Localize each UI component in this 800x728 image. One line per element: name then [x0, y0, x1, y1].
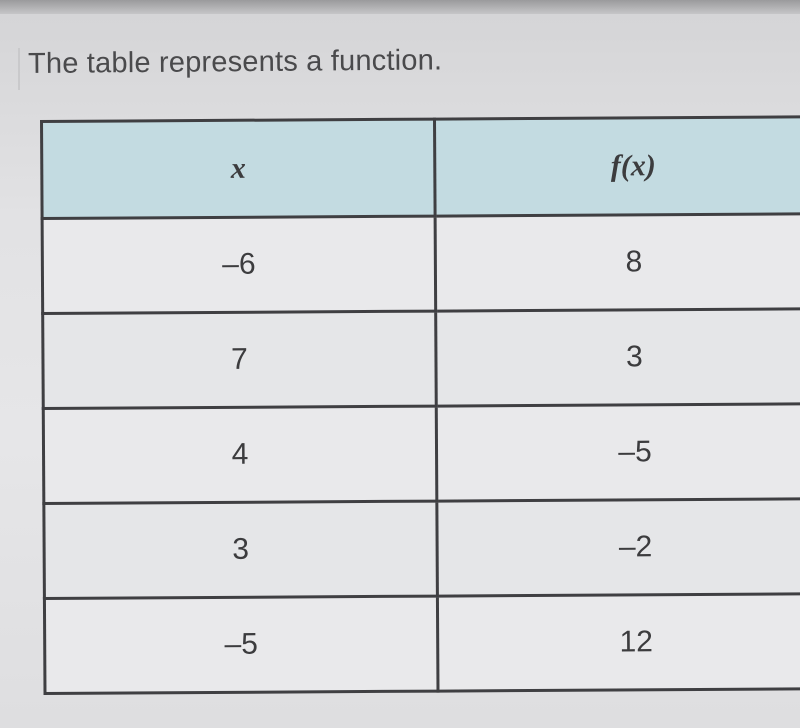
- cell-fx: 12: [437, 594, 800, 691]
- cell-fx: –2: [437, 499, 800, 596]
- header-fx: f(x): [435, 117, 800, 216]
- table-header-row: [42, 117, 800, 219]
- table-row: [44, 499, 800, 599]
- table-row: [42, 214, 800, 314]
- cell-fx: 3: [436, 309, 800, 406]
- top-edge: [0, 0, 800, 14]
- left-rule: [18, 48, 20, 90]
- table-row: [44, 594, 800, 694]
- table-row: [43, 404, 800, 504]
- function-table-container: [40, 115, 800, 695]
- header-x: x: [42, 119, 436, 218]
- cell-x: –6: [42, 216, 436, 313]
- cell-x: 3: [44, 501, 438, 598]
- function-table: [40, 115, 800, 695]
- cell-x: 7: [43, 311, 437, 408]
- cell-fx: –5: [436, 404, 800, 501]
- cell-x: –5: [44, 596, 438, 693]
- cell-fx: 8: [435, 214, 800, 311]
- cell-x: 4: [43, 406, 437, 503]
- question-prompt: The table represents a function.: [27, 44, 443, 80]
- table-row: [43, 309, 800, 409]
